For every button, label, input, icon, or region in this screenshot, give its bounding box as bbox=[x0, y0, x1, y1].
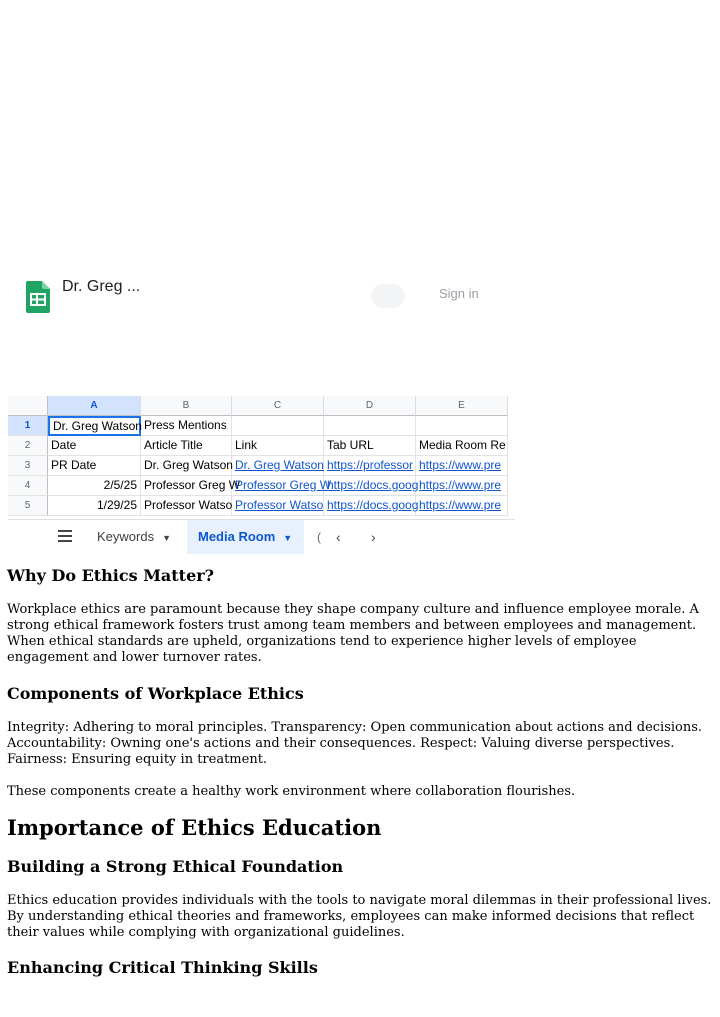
cell-c2[interactable]: Link bbox=[232, 436, 324, 456]
spreadsheet-grid[interactable] bbox=[8, 396, 506, 512]
cell-d1[interactable] bbox=[324, 416, 416, 436]
cell-e4-link[interactable]: https://www.pre bbox=[416, 476, 508, 496]
cell-e3-link[interactable]: https://www.pre bbox=[416, 456, 508, 476]
sheet-tabs-bar bbox=[8, 519, 515, 556]
tab-keywords-label: Keywords bbox=[97, 529, 155, 544]
cell-d4-link[interactable]: https://docs.goog bbox=[324, 476, 416, 496]
chevron-down-icon[interactable]: ▼ bbox=[283, 533, 293, 543]
tab-media-room[interactable] bbox=[187, 520, 304, 554]
heading-components: Components of Workplace Ethics bbox=[7, 684, 304, 703]
cell-a1[interactable]: Dr. Greg Watson bbox=[48, 416, 141, 436]
row-header-5[interactable]: 5 bbox=[8, 496, 48, 516]
heading-importance: Importance of Ethics Education bbox=[7, 815, 382, 840]
column-header-a[interactable]: A bbox=[48, 396, 141, 416]
paragraph-why-ethics: Workplace ethics are paramount because they shape company culture and influence employee morale. A strong ethical framework fosters trust among team members and between employees and management. When ethical standards are upheld, organizations tend to experience higher levels of employee engagement and lower turnover rates. bbox=[7, 602, 699, 665]
cell-d3-link[interactable]: https://professor bbox=[324, 456, 416, 476]
row-header-1[interactable]: 1 bbox=[8, 416, 48, 436]
cell-c3-link[interactable]: Dr. Greg Watson bbox=[232, 456, 324, 476]
tab-media-room-label: Media Room bbox=[198, 529, 276, 544]
document-title[interactable]: Dr. Greg ... bbox=[62, 278, 141, 295]
account-placeholder bbox=[371, 284, 405, 308]
cell-e5-link[interactable]: https://www.pre bbox=[416, 496, 508, 516]
paragraph-components-summary: These components create a healthy work environment where collaboration flourishes. bbox=[7, 784, 576, 799]
cell-d5-link[interactable]: https://docs.goog bbox=[324, 496, 416, 516]
chevron-left-icon[interactable]: ‹ bbox=[336, 529, 341, 545]
cell-a4[interactable]: 2/5/25 bbox=[48, 476, 141, 496]
paragraph-building-foundation: Ethics education provides individuals with the tools to navigate moral dilemmas in their professional lives. By understanding ethical theories and frameworks, employees can make informed decisions that reflect their values while complying with organizational guidelines. bbox=[7, 893, 712, 940]
column-header-e[interactable]: E bbox=[416, 396, 508, 416]
row-header-3[interactable]: 3 bbox=[8, 456, 48, 476]
row-header-4[interactable]: 4 bbox=[8, 476, 48, 496]
cell-a5[interactable]: 1/29/25 bbox=[48, 496, 141, 516]
row-header-2[interactable]: 2 bbox=[8, 436, 48, 456]
sign-in-button[interactable]: Sign in bbox=[439, 286, 479, 301]
paragraph-components: Integrity: Adhering to moral principles. Transparency: Open communication about actions and decisions. Accountability: Owning one's actions and their consequences. Respect: Valuing diverse perspectives. Fairness: Ensuring equity in treatment. bbox=[7, 720, 703, 767]
column-header-c[interactable]: C bbox=[232, 396, 324, 416]
heading-critical-thinking: Enhancing Critical Thinking Skills bbox=[7, 958, 318, 977]
column-header-d[interactable]: D bbox=[324, 396, 416, 416]
cell-b3[interactable]: Dr. Greg Watson bbox=[141, 456, 232, 476]
heading-building-foundation: Building a Strong Ethical Foundation bbox=[7, 857, 344, 876]
select-all-corner[interactable] bbox=[8, 396, 48, 416]
cell-b2[interactable]: Article Title bbox=[141, 436, 232, 456]
cell-a3[interactable]: PR Date bbox=[48, 456, 141, 476]
column-header-b[interactable]: B bbox=[141, 396, 232, 416]
all-sheets-menu-icon[interactable] bbox=[58, 530, 72, 545]
chevron-right-icon[interactable]: › bbox=[371, 529, 376, 545]
chevron-down-icon[interactable]: ▼ bbox=[162, 533, 171, 543]
tab-keywords[interactable] bbox=[97, 520, 181, 554]
tab-clipped[interactable]: ( bbox=[317, 530, 321, 544]
cell-e2[interactable]: Media Room Re bbox=[416, 436, 508, 456]
cell-c5-link[interactable]: Professor Watso bbox=[232, 496, 324, 516]
cell-d2[interactable]: Tab URL bbox=[324, 436, 416, 456]
cell-b5[interactable]: Professor Watso bbox=[141, 496, 232, 516]
cell-c4-link[interactable]: Professor Greg W bbox=[232, 476, 324, 496]
cell-c1[interactable] bbox=[232, 416, 324, 436]
heading-why-ethics: Why Do Ethics Matter? bbox=[7, 566, 215, 585]
cell-b4[interactable]: Professor Greg W bbox=[141, 476, 232, 496]
article-body bbox=[7, 566, 717, 978]
cell-b1[interactable]: Press Mentions bbox=[141, 416, 232, 436]
cell-a2[interactable]: Date bbox=[48, 436, 141, 456]
cell-e1[interactable] bbox=[416, 416, 508, 436]
google-sheets-icon[interactable] bbox=[26, 281, 50, 313]
